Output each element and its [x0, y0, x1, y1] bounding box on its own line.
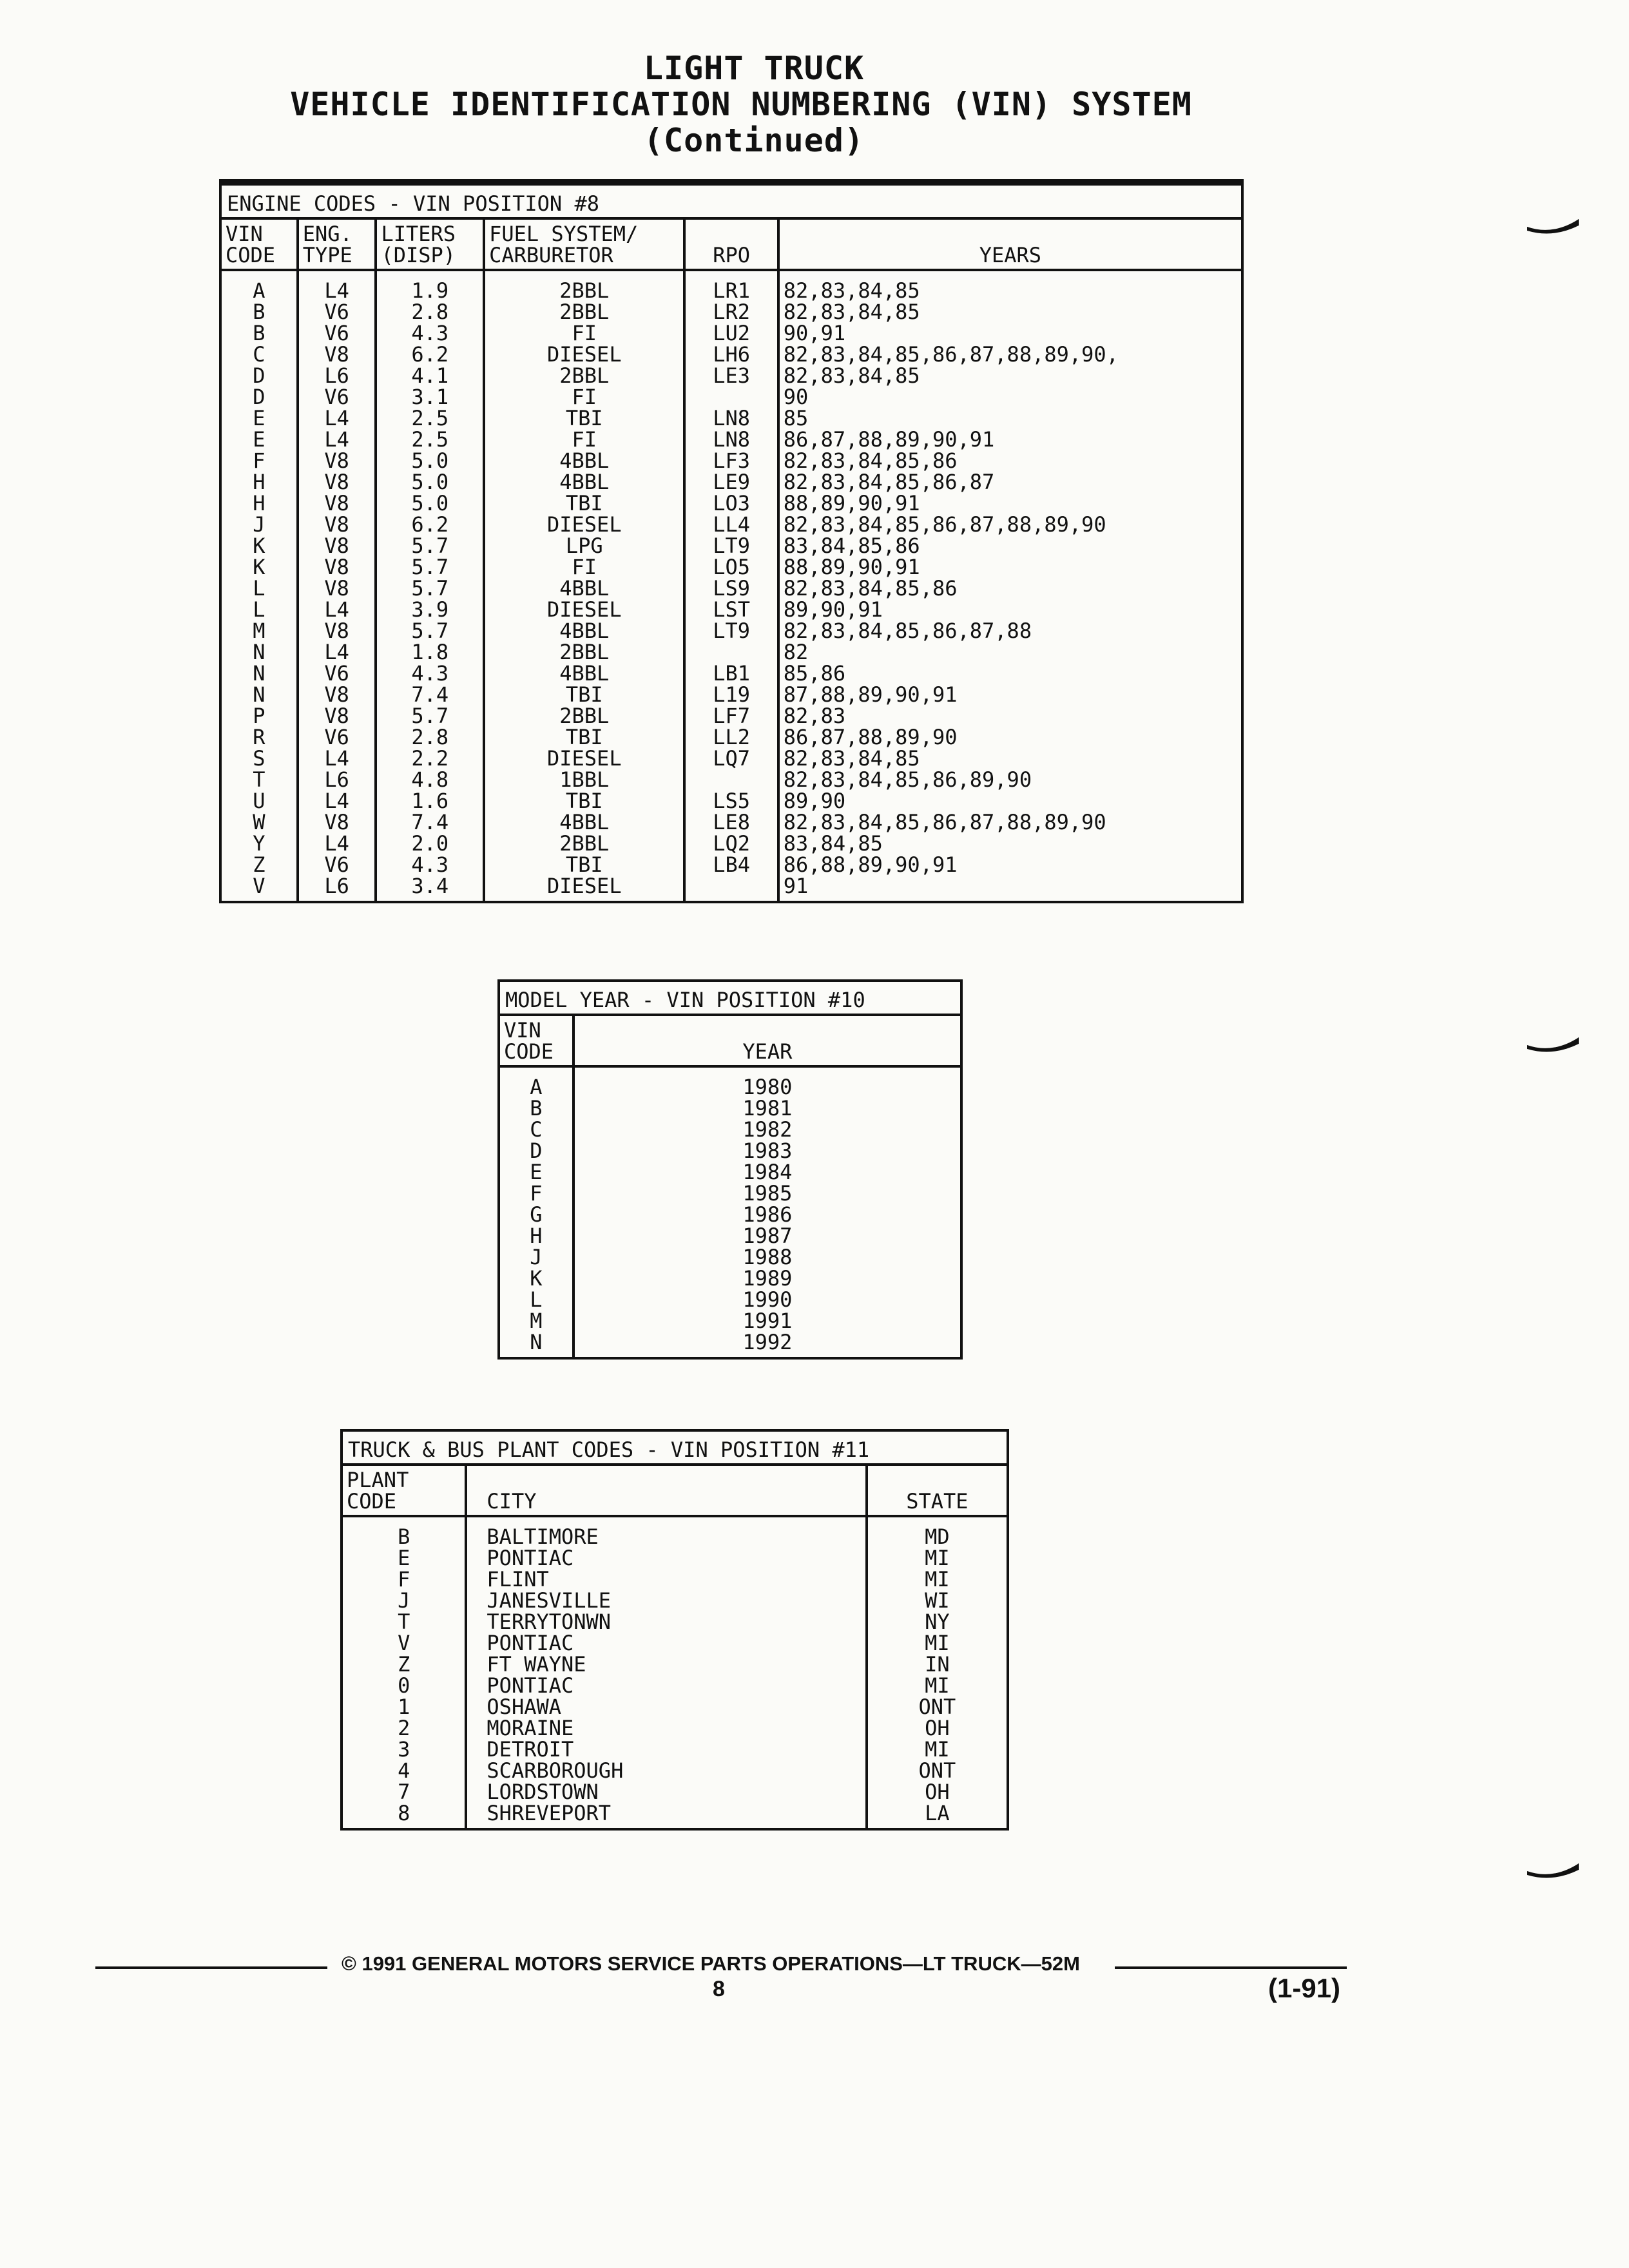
column-vin-code: A B C D E F G H J K L M N — [499, 1066, 574, 1358]
engine-table-caption: ENGINE CODES - VIN POSITION #8 — [220, 184, 1242, 218]
footer-rule-left — [95, 1966, 327, 1969]
column-fuel-system: 2BBL 2BBL FI DIESEL 2BBL FI TBI FI 4BBL 4BBL TBI DIESEL LPG FI 4BBL DIESEL 4BBL 2BBL 4BBL TBI 2BBL TBI DIESEL 1BBL TBI 4BBL 2BBL TBI DIESEL — [484, 270, 684, 902]
header-city: CITY — [466, 1465, 866, 1516]
column-city: BALTIMORE PONTIAC FLINT JANESVILLE TERRYTONWN PONTIAC FT WAYNE PONTIAC OSHAWA MORAINE DETROIT SCARBOROUGH LORDSTOWN SHREVEPORT — [466, 1516, 866, 1829]
header-years: YEARS — [778, 218, 1242, 270]
engine-codes-table — [219, 183, 1244, 903]
model-year-table-caption: MODEL YEAR - VIN POSITION #10 — [499, 981, 961, 1015]
column-plant-code: B E F J T V Z 0 1 2 3 4 7 8 — [342, 1516, 466, 1829]
column-rpo: LR1 LR2 LU2 LH6 LE3 LN8 LN8 LF3 LE9 LO3 LL4 LT9 LO5 LS9 LST LT9 LB1 L19 LF7 LL2 LQ7 LS5 LE8 LQ2 LB4 — [684, 270, 778, 902]
model-year-table — [497, 979, 963, 1360]
footer-rule-right — [1115, 1966, 1347, 1969]
page-header — [0, 50, 1482, 159]
footer-copyright: © 1991 GENERAL MOTORS SERVICE PARTS OPERATIONS—LT TRUCK—52M — [342, 1952, 1080, 1975]
header-vin-code: VIN CODE — [220, 218, 298, 270]
plant-table-caption: TRUCK & BUS PLANT CODES - VIN POSITION #11 — [342, 1430, 1008, 1465]
binder-hole-mark — [1527, 1863, 1579, 1880]
binder-hole-mark — [1527, 219, 1579, 236]
title-line-1: LIGHT TRUCK — [643, 50, 865, 87]
header-year: YEAR — [574, 1015, 961, 1066]
title-line-2: VEHICLE IDENTIFICATION NUMBERING (VIN) SYSTEM — [290, 86, 1192, 123]
header-eng-type: ENG. TYPE — [298, 218, 376, 270]
header-vin-code: VIN CODE — [499, 1015, 574, 1066]
header-plant-code: PLANT CODE — [342, 1465, 466, 1516]
page-number: 8 — [713, 1977, 725, 2001]
header-fuel-system: FUEL SYSTEM/ CARBURETOR — [484, 218, 684, 270]
column-state: MD MI MI WI NY MI IN MI ONT OH MI ONT OH LA — [867, 1516, 1008, 1829]
binder-hole-mark — [1527, 1037, 1579, 1054]
title-line-3: (Continued) — [643, 122, 865, 159]
header-state: STATE — [867, 1465, 1008, 1516]
revision-date: (1-91) — [1268, 1973, 1341, 2003]
plant-codes-table — [340, 1429, 1009, 1831]
column-years: 82,83,84,85 82,83,84,85 90,91 82,83,84,85,86,87,88,89,90, 82,83,84,85 90 85 86,87,88,89,90,91 82,83,84,85,86 82,83,84,85,86,87 88,89,90,91 82,83,84,85,86,87,88,89,90 83,84,85,86 88,89,90,91 82,83,84,85,86 89,90,91 82,83,84,85,86,87,88 82 85,86 87,88,89,90,91 82,83 86,87,88,89,90 82,83,84,85 82,83,84,85,86,89,90 89,90 82,83,84,85,86,87,88,89,90 83,84,85 86,88,89,90,91 91 — [778, 270, 1242, 902]
header-liters: LITERS (DISP) — [376, 218, 484, 270]
column-liters: 1.9 2.8 4.3 6.2 4.1 3.1 2.5 2.5 5.0 5.0 5.0 6.2 5.7 5.7 5.7 3.9 5.7 1.8 4.3 7.4 5.7 2.8 2.2 4.8 1.6 7.4 2.0 4.3 3.4 — [376, 270, 484, 902]
column-year: 1980 1981 1982 1983 1984 1985 1986 1987 1988 1989 1990 1991 1992 — [574, 1066, 961, 1358]
column-eng-type: L4 V6 V6 V8 L6 V6 L4 L4 V8 V8 V8 V8 V8 V8 V8 L4 V8 L4 V6 V8 V8 V6 L4 L6 L4 V8 L4 V6 L6 — [298, 270, 376, 902]
header-rpo: RPO — [684, 218, 778, 270]
column-vin-code: A B B C D D E E F H H J K K L L M N N N P R S T U W Y Z V — [220, 270, 298, 902]
